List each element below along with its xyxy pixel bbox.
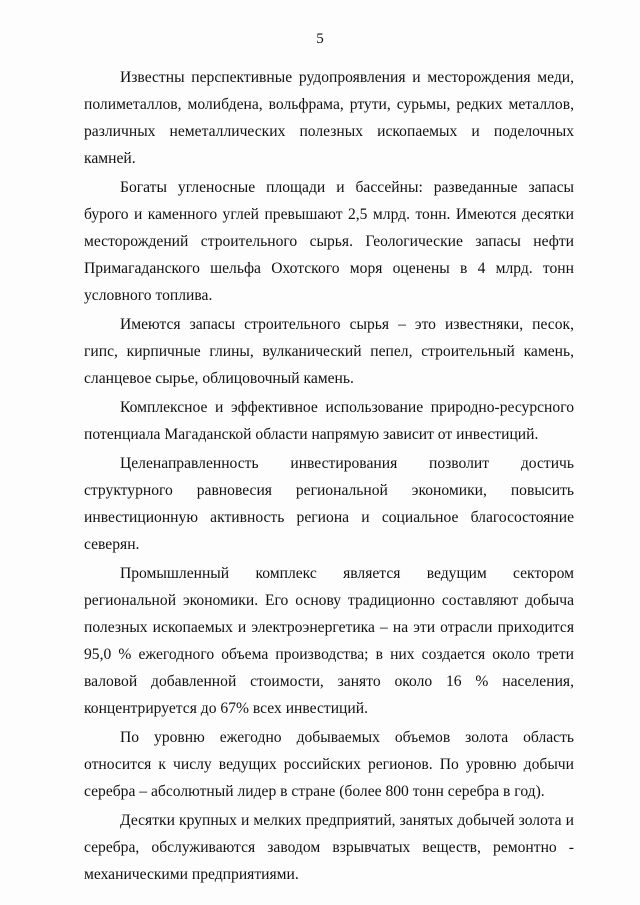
paragraph-enterprises: Десятки крупных и мелких предприятий, занятых добычей золота и серебра, обслуживаются заводом взрывчатых веществ, ремонтно - механическими предприятиями. [84,812,574,883]
page-number: 5 [316,31,324,47]
body-text [84,64,574,890]
paragraph-investment: Комплексное и эффективное использование природно-ресурсного потенциала Магаданской области напрямую зависит от инвестиций. [84,399,574,443]
paragraph-industrial-complex: Промышленный комплекс является ведущим сектором региональной экономики. Его основу традиционно составляют добыча полезных ископаемых и электроэнергетика – на эти отрасли приходится 95,0 % ежегодного объема производства; в них создается около трети валовой добавленной стоимости, занято около 16 % населения, концентрируется до 67% всех инвестиций. [84,565,574,717]
paragraph-coal-oil: Богаты угленосные площади и бассейны: разведанные запасы бурого и каменного углей превышают 2,5 млрд. тонн. Имеются десятки месторождений строительного сырья. Геологические запасы нефти Примагаданского шельфа Охотского моря оценены в 4 млрд. тонн условного топлива. [84,179,574,304]
paragraph-building-materials: Имеются запасы строительного сырья – это известняки, песок, гипс, кирпичные глины, вулканический пепел, строительный камень, сланцевое сырье, облицовочный камень. [84,316,574,387]
paragraph-investment-targeting: Целенаправленность инвестирования позволит достичь структурного равновесия региональной экономики, повысить инвестиционную активность региона и социальное благосостояние северян. [84,455,574,553]
paragraph-gold-silver: По уровню ежегодно добываемых объемов золота область относится к числу ведущих российских регионов. По уровню добычи серебра – абсолютный лидер в стране (более 800 тонн серебра в год). [84,729,574,800]
paragraph-minerals: Известны перспективные рудопроявления и месторождения меди, полиметаллов, молибдена, вольфрама, ртути, сурьмы, редких металлов, различных неметаллических полезных ископаемых и поделочных камней. [84,69,574,167]
